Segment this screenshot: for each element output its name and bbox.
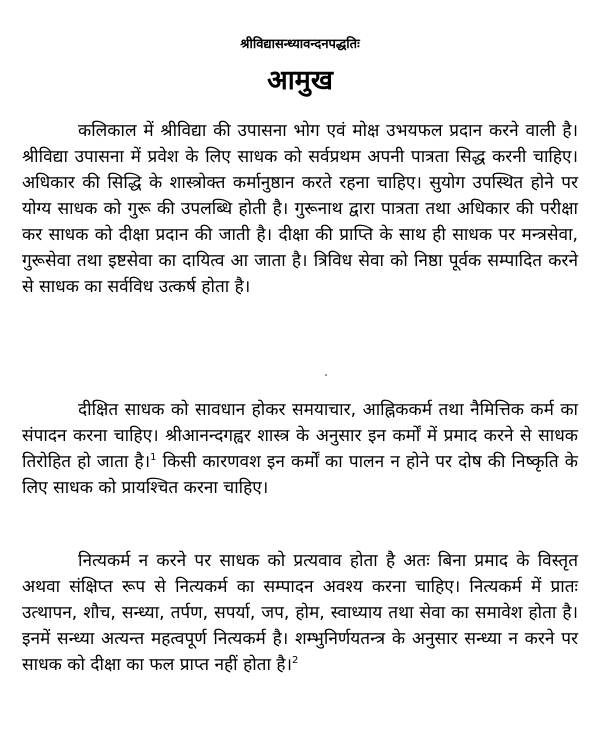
paragraph-2-text-after: किसी कारणवश इन कर्मों का पालन न होने पर दोष की निष्कृति के लिए साधक को प्रायश्चित करना चाहिए। <box>22 452 578 498</box>
stray-dot <box>325 374 327 376</box>
page-title: आमुख <box>267 65 333 96</box>
paragraph-2-text-before: दीक्षित साधक को सावधान होकर समयाचार, आह्निककर्म तथा नैमित्तिक कर्म का संपादन करना चाहिए। श्रीआनन्दगह्वर शास्त्र के अनुसार इन कर्मों में प्रमाद करने से साधक तिरोहित हो जाता है। <box>22 400 578 472</box>
paragraph-1-text: कलिकाल में श्रीविद्या की उपासना भोग एवं मोक्ष उभयफल प्रदान करने वाली है। श्रीविद्या उपासना में प्रवेश के लिए साधक को सर्वप्रथम अपनी पात्रता सिद्ध करनी चाहिए। अधिकार की सिद्धि के शास्त्रोक्त कर्मानुष्ठान करते रहना चाहिए। सुयोग उपस्थित होने पर योग्य साधक को गुरू की उपलब्धि होती है। गुरूनाथ द्वारा पात्रता तथा अधिकार की परीक्षा कर साधक को दीक्षा प्रदान की जाती है। दीक्षा की प्राप्ति के साथ ही साधक पर मन्त्रसेवा, गुरूसेवा तथा इष्टसेवा का दायित्व आ जाता है। त्रिविध सेवा को निष्ठा पूर्वक सम्पादित करने से साधक का सर्वविध उत्कर्ष होता है। <box>22 121 578 297</box>
paragraph-3 <box>22 548 578 678</box>
footnote-ref-2: 2 <box>292 655 299 666</box>
paragraph-3-text: नित्यकर्म न करने पर साधक को प्रत्यवाव होता है अतः बिना प्रमाद के विस्तृत अथवा संक्षिप्त रूप से नित्यकर्म का सम्पादन अवश्य करना चाहिए। नित्यकर्म में प्रातः उत्थापन, शौच, सन्ध्या, तर्पण, सपर्या, जप, होम, स्वाध्याय तथा सेवा का समावेश होता है। इनमें सन्ध्या अत्यन्त महत्वपूर्ण नित्यकर्म है। शम्भुनिर्णयतन्त्र के अनुसार सन्ध्या न करने पर साधक को दीक्षा का फल प्राप्त नहीं होता है। <box>22 551 578 675</box>
footnote-ref-1: 1 <box>150 452 157 463</box>
paragraph-1 <box>22 118 578 300</box>
paragraph-2 <box>22 397 578 501</box>
running-head: श्रीविद्यासन्ध्यावन्दनपद्धतिः <box>240 37 360 52</box>
